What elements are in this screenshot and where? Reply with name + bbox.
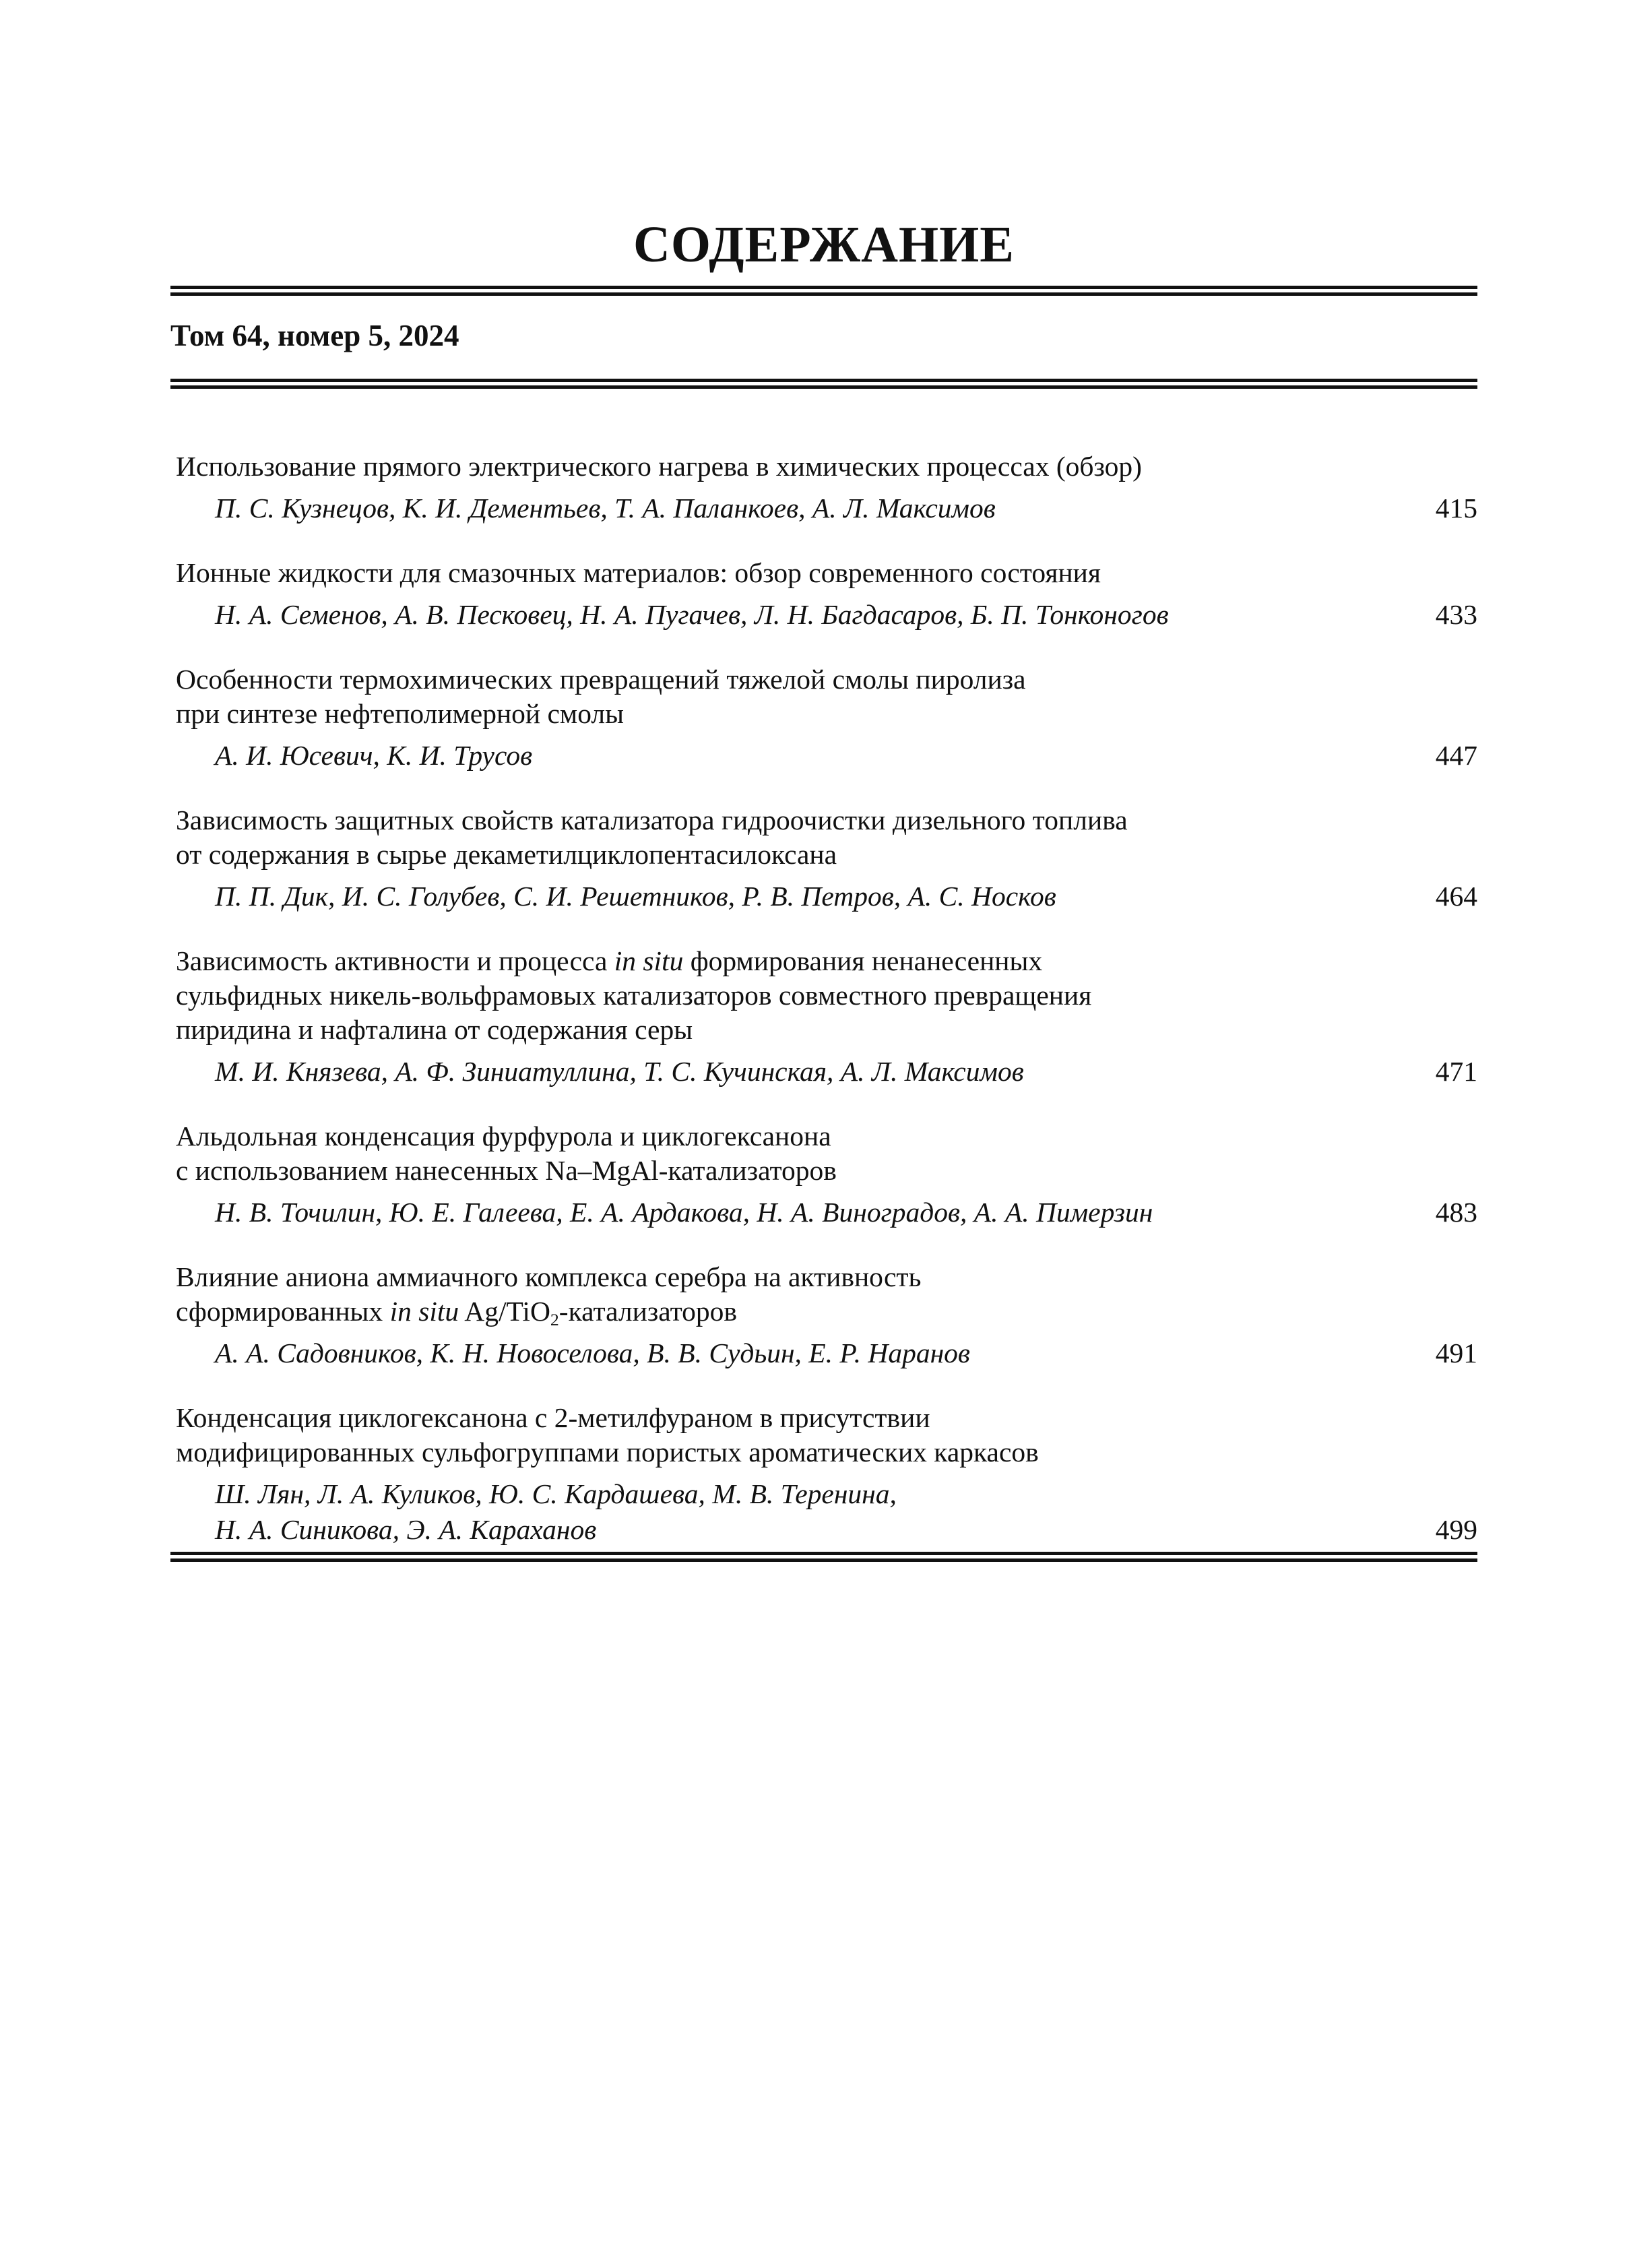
article-title-line: модифицированных сульфогруппами пористых ароматических каркасов bbox=[176, 1437, 1039, 1468]
article-authors: П. П. Дик, И. С. Голубев, С. И. Решетников, Р. В. Петров, А. С. Носков bbox=[215, 881, 1056, 912]
page-number[interactable]: 447 bbox=[1435, 740, 1477, 771]
article-title-line: пиридина и нафталина от содержания серы bbox=[176, 1014, 693, 1045]
article-title-line: с использованием нанесенных Na–MgAl-катализаторов bbox=[176, 1155, 837, 1186]
article-title-line: Альдольная конденсация фурфурола и циклогексанона bbox=[176, 1121, 831, 1152]
authors-row bbox=[176, 1054, 1477, 1090]
authors-row bbox=[176, 1335, 1477, 1371]
title-subscript: 2 bbox=[550, 1310, 559, 1330]
toc-entry[interactable] bbox=[176, 556, 1477, 633]
toc-entry[interactable] bbox=[176, 1401, 1477, 1548]
article-title[interactable] bbox=[176, 662, 1477, 731]
page-number[interactable]: 464 bbox=[1435, 881, 1477, 912]
article-title[interactable] bbox=[176, 556, 1477, 590]
page-number[interactable]: 471 bbox=[1435, 1056, 1477, 1087]
article-authors: А. И. Юсевич, К. И. Трусов bbox=[215, 740, 533, 771]
article-authors bbox=[215, 1476, 1326, 1548]
article-authors: Н. В. Точилин, Ю. Е. Галеева, Е. А. Ардакова, Н. А. Виноградов, А. А. Пимерзин bbox=[215, 1197, 1153, 1228]
article-title[interactable] bbox=[176, 449, 1477, 484]
article-title-line: от содержания в сырье декаметилциклопентасилоксана bbox=[176, 839, 837, 870]
article-authors: М. И. Князева, А. Ф. Зиниатуллина, Т. С. Кучинская, А. Л. Максимов bbox=[215, 1056, 1024, 1087]
title-text: -катализаторов bbox=[558, 1296, 737, 1327]
title-italic-term: in situ bbox=[389, 1296, 459, 1327]
authors-row bbox=[176, 1195, 1477, 1230]
article-title-line bbox=[176, 944, 1477, 978]
authors-row bbox=[176, 597, 1477, 633]
page-number[interactable]: 415 bbox=[1435, 493, 1477, 524]
article-title-line: сульфидных никель-вольфрамовых катализаторов совместного превращения bbox=[176, 980, 1092, 1011]
footer-rule-top bbox=[170, 1552, 1477, 1555]
article-title[interactable] bbox=[176, 1119, 1477, 1188]
article-title[interactable] bbox=[176, 1260, 1477, 1329]
article-title-line: Ионные жидкости для смазочных материалов: обзор современного состояния bbox=[176, 557, 1101, 588]
title-text: Зависимость активности и процесса bbox=[176, 945, 614, 976]
authors-row bbox=[176, 879, 1477, 914]
article-title-line: при синтезе нефтеполимерной смолы bbox=[176, 698, 624, 729]
page-title: СОДЕРЖАНИЕ bbox=[633, 216, 1015, 273]
authors-row bbox=[176, 738, 1477, 774]
article-title-line: Зависимость защитных свойств катализатора гидроочистки дизельного топлива bbox=[176, 805, 1128, 836]
title-text: сформированных bbox=[176, 1296, 390, 1327]
article-authors: П. С. Кузнецов, К. И. Дементьев, Т. А. Паланкоев, А. Л. Максимов bbox=[215, 493, 996, 524]
article-title-line: Использование прямого электрического нагрева в химических процессах (обзор) bbox=[176, 451, 1142, 482]
title-italic-term: in situ bbox=[614, 945, 684, 976]
authors-row bbox=[176, 491, 1477, 526]
article-title-line bbox=[176, 1294, 1477, 1329]
authors-row bbox=[176, 1476, 1477, 1548]
article-title-line: Особенности термохимических превращений тяжелой смолы пиролиза bbox=[176, 664, 1026, 695]
toc-entry[interactable] bbox=[176, 1119, 1477, 1230]
title-text: формирования ненанесенных bbox=[683, 945, 1043, 976]
article-title[interactable] bbox=[176, 944, 1477, 1047]
title-text: Ag/TiO bbox=[459, 1296, 550, 1327]
article-authors: Н. А. Семенов, А. В. Песковец, Н. А. Пугачев, Л. Н. Багдасаров, Б. П. Тонконогов bbox=[215, 599, 1169, 630]
page-number[interactable]: 483 bbox=[1435, 1197, 1477, 1228]
contents-list bbox=[176, 449, 1477, 1577]
article-title-line: Влияние аниона аммиачного комплекса серебра на активность bbox=[176, 1261, 922, 1292]
toc-entry[interactable] bbox=[176, 803, 1477, 914]
article-title[interactable] bbox=[176, 803, 1477, 872]
issue-rule-bottom bbox=[170, 385, 1477, 389]
toc-entry[interactable] bbox=[176, 449, 1477, 526]
authors-line: Ш. Лян, Л. А. Куликов, Ю. С. Кардашева, М. В. Теренина, bbox=[215, 1478, 897, 1509]
article-title-line: Конденсация циклогексанона с 2-метилфураном в присутствии bbox=[176, 1402, 930, 1433]
article-authors: А. А. Садовников, К. Н. Новоселова, В. В. Судьин, Е. Р. Наранов bbox=[215, 1337, 970, 1368]
title-rule-top bbox=[170, 286, 1477, 289]
toc-entry[interactable] bbox=[176, 944, 1477, 1090]
issue-info: Том 64, номер 5, 2024 bbox=[170, 319, 459, 352]
authors-line: Н. А. Синикова, Э. А. Караханов bbox=[215, 1514, 597, 1545]
toc-entry[interactable] bbox=[176, 1260, 1477, 1371]
article-title[interactable] bbox=[176, 1401, 1477, 1470]
toc-entry[interactable] bbox=[176, 662, 1477, 774]
title-rule-bottom bbox=[170, 292, 1477, 296]
page-number[interactable]: 433 bbox=[1435, 599, 1477, 630]
footer-rule-bottom bbox=[170, 1558, 1477, 1562]
page-number[interactable]: 499 bbox=[1435, 1514, 1477, 1545]
page-number[interactable]: 491 bbox=[1435, 1337, 1477, 1368]
issue-rule-top bbox=[170, 379, 1477, 382]
